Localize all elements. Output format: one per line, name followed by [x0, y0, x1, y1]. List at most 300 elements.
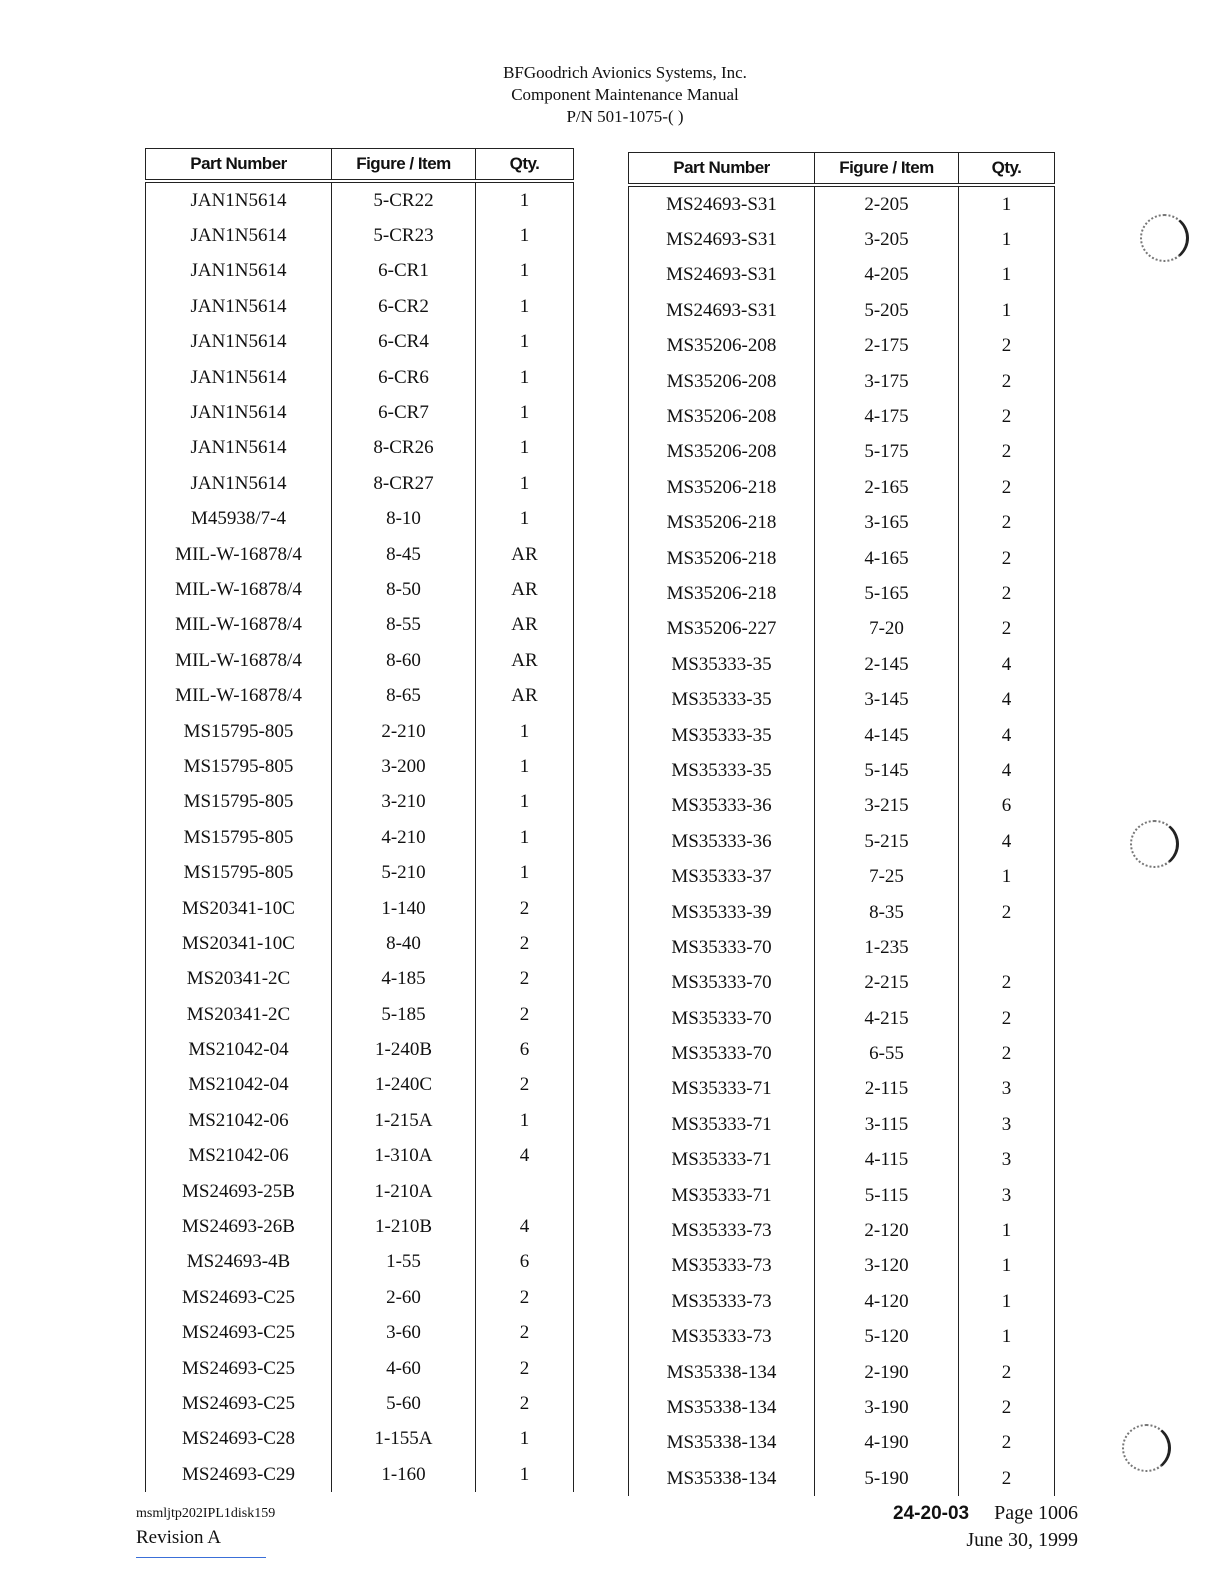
part-number-cell: MS35206-208	[629, 399, 815, 434]
column-header-figure-item: Figure / Item	[332, 149, 476, 182]
table-row	[629, 399, 1055, 434]
part-number-cell: MS35206-208	[629, 329, 815, 364]
figure-item-cell: 4-115	[815, 1143, 959, 1178]
part-number-cell: JAN1N5614	[146, 325, 332, 360]
qty-cell: 2	[476, 1351, 574, 1386]
qty-cell: 2	[959, 895, 1055, 930]
part-number-cell: MS35333-71	[629, 1107, 815, 1142]
qty-cell: 1	[476, 395, 574, 430]
figure-item-cell: 2-190	[815, 1355, 959, 1390]
qty-cell: 2	[959, 966, 1055, 1001]
part-number-cell: MS35333-35	[629, 682, 815, 717]
part-number-cell: MS35333-70	[629, 1036, 815, 1071]
figure-item-cell: 1-55	[332, 1245, 476, 1280]
table-row	[146, 431, 574, 466]
qty-cell: 4	[959, 718, 1055, 753]
qty-cell: 1	[476, 218, 574, 253]
figure-item-cell: 4-190	[815, 1426, 959, 1461]
figure-item-cell: 3-115	[815, 1107, 959, 1142]
part-number-cell: MS35206-218	[629, 506, 815, 541]
table-row	[629, 682, 1055, 717]
qty-cell: 2	[476, 962, 574, 997]
part-number-cell: JAN1N5614	[146, 431, 332, 466]
part-number-cell: MS35333-70	[629, 966, 815, 1001]
table-row	[629, 435, 1055, 470]
qty-cell: 1	[476, 785, 574, 820]
part-number-cell: MS24693-S31	[629, 293, 815, 328]
figure-item-cell: 1-240C	[332, 1068, 476, 1103]
figure-item-cell: 6-CR2	[332, 289, 476, 324]
qty-cell: 3	[959, 1072, 1055, 1107]
part-number-cell: MIL-W-16878/4	[146, 572, 332, 607]
part-number-cell: MS15795-805	[146, 855, 332, 890]
figure-item-cell: 2-145	[815, 647, 959, 682]
document-header	[0, 62, 1224, 128]
qty-cell: 2	[959, 470, 1055, 505]
part-number-cell: MS35206-227	[629, 612, 815, 647]
qty-cell: 1	[476, 181, 574, 218]
figure-item-cell: 1-215A	[332, 1103, 476, 1138]
table-row	[146, 1174, 574, 1209]
table-row	[629, 1284, 1055, 1319]
qty-cell: 1	[959, 258, 1055, 293]
figure-item-cell: 8-CR26	[332, 431, 476, 466]
figure-item-cell: 1-160	[332, 1457, 476, 1492]
part-number-cell: JAN1N5614	[146, 218, 332, 253]
figure-item-cell: 8-45	[332, 537, 476, 572]
figure-item-cell: 4-165	[815, 541, 959, 576]
table-row	[629, 222, 1055, 257]
file-name: msmljtp202IPL1disk159	[136, 1506, 276, 1521]
table-row	[146, 1103, 574, 1138]
qty-cell: 1	[476, 466, 574, 501]
part-number-cell: MS35206-218	[629, 576, 815, 611]
table-row	[146, 1209, 574, 1244]
figure-item-cell: 6-CR7	[332, 395, 476, 430]
figure-item-cell: 2-175	[815, 329, 959, 364]
part-number-cell: MS24693-C25	[146, 1386, 332, 1421]
qty-cell: 1	[476, 1457, 574, 1492]
qty-cell: AR	[476, 678, 574, 713]
part-number-cell: MS24693-C25	[146, 1280, 332, 1315]
part-number-title: P/N 501-1075-( )	[566, 107, 684, 126]
column-header-figure-item: Figure / Item	[815, 153, 959, 186]
figure-item-cell: 3-215	[815, 789, 959, 824]
table-row	[629, 1320, 1055, 1355]
qty-cell: 2	[959, 329, 1055, 364]
table-row	[146, 855, 574, 890]
part-number-cell: MS35338-134	[629, 1426, 815, 1461]
qty-cell: 2	[476, 997, 574, 1032]
part-number-cell: MS35206-218	[629, 470, 815, 505]
table-row	[629, 506, 1055, 541]
table-row	[629, 1178, 1055, 1213]
figure-item-cell: 7-25	[815, 859, 959, 894]
part-number-cell: JAN1N5614	[146, 395, 332, 430]
table-row	[629, 1001, 1055, 1036]
part-number-cell: MS21042-04	[146, 1032, 332, 1067]
table-row	[629, 647, 1055, 682]
part-number-cell: MS24693-C25	[146, 1351, 332, 1386]
part-number-cell: MS35338-134	[629, 1461, 815, 1496]
figure-item-cell: 4-145	[815, 718, 959, 753]
qty-cell: 2	[959, 399, 1055, 434]
qty-cell: AR	[476, 572, 574, 607]
binder-hole-icon	[1122, 1424, 1171, 1472]
qty-cell: 1	[959, 1284, 1055, 1319]
qty-cell: 1	[476, 749, 574, 784]
part-number-cell: MS35333-36	[629, 789, 815, 824]
part-number-cell: MIL-W-16878/4	[146, 643, 332, 678]
part-number-cell: MS15795-805	[146, 714, 332, 749]
qty-cell: 2	[959, 364, 1055, 399]
part-number-cell: MS24693-C29	[146, 1457, 332, 1492]
table-row	[629, 1461, 1055, 1496]
qty-cell: 2	[959, 1001, 1055, 1036]
figure-item-cell: 5-210	[332, 855, 476, 890]
table-row	[146, 1422, 574, 1457]
table-row	[629, 966, 1055, 1001]
binder-hole-icon	[1130, 820, 1179, 868]
table-row	[629, 364, 1055, 399]
table-row	[629, 895, 1055, 930]
table-row	[629, 789, 1055, 824]
figure-item-cell: 4-120	[815, 1284, 959, 1319]
table-row	[146, 962, 574, 997]
table-row	[146, 289, 574, 324]
figure-item-cell: 1-310A	[332, 1139, 476, 1174]
figure-item-cell: 1-140	[332, 891, 476, 926]
part-number-cell: MS35333-35	[629, 753, 815, 788]
part-number-cell: MS35206-208	[629, 364, 815, 399]
figure-item-cell: 5-115	[815, 1178, 959, 1213]
table-row	[146, 395, 574, 430]
qty-cell: 2	[959, 1355, 1055, 1390]
table-row	[146, 1457, 574, 1492]
qty-cell: 2	[476, 1280, 574, 1315]
qty-cell: 3	[959, 1107, 1055, 1142]
qty-cell: 1	[476, 502, 574, 537]
footer-right	[893, 1500, 1078, 1553]
column-header-part-number: Part Number	[629, 153, 815, 186]
qty-cell: 1	[476, 820, 574, 855]
table-row	[629, 329, 1055, 364]
table-row	[146, 466, 574, 501]
qty-cell: 1	[476, 431, 574, 466]
table-row	[146, 360, 574, 395]
part-number-cell: MIL-W-16878/4	[146, 537, 332, 572]
qty-cell: 1	[476, 360, 574, 395]
qty-cell: 2	[959, 541, 1055, 576]
table-row	[146, 820, 574, 855]
qty-cell: AR	[476, 643, 574, 678]
figure-item-cell: 8-65	[332, 678, 476, 713]
part-number-cell: MIL-W-16878/4	[146, 678, 332, 713]
qty-cell: 3	[959, 1143, 1055, 1178]
figure-item-cell: 3-200	[332, 749, 476, 784]
company-name: BFGoodrich Avionics Systems, Inc.	[503, 63, 747, 82]
qty-cell: 2	[959, 1461, 1055, 1496]
table-row	[146, 1245, 574, 1280]
table-row	[629, 1072, 1055, 1107]
part-number-cell: MS21042-04	[146, 1068, 332, 1103]
part-number-cell: MS35206-208	[629, 435, 815, 470]
figure-item-cell: 5-60	[332, 1386, 476, 1421]
table-row	[146, 997, 574, 1032]
figure-item-cell: 8-50	[332, 572, 476, 607]
figure-item-cell: 2-60	[332, 1280, 476, 1315]
table-row	[146, 1316, 574, 1351]
parts-table-right	[628, 152, 1055, 1496]
revision-date: June 30, 1999	[966, 1529, 1078, 1551]
part-number-cell: MS24693-S31	[629, 222, 815, 257]
figure-item-cell: 4-60	[332, 1351, 476, 1386]
table-row	[629, 824, 1055, 859]
table-row	[146, 502, 574, 537]
part-number-cell: MS35333-73	[629, 1213, 815, 1248]
table-row	[146, 325, 574, 360]
figure-item-cell: 2-115	[815, 1072, 959, 1107]
figure-item-cell: 5-165	[815, 576, 959, 611]
figure-item-cell: 3-145	[815, 682, 959, 717]
qty-cell: 1	[959, 1249, 1055, 1284]
part-number-cell: JAN1N5614	[146, 289, 332, 324]
qty-cell: 2	[959, 435, 1055, 470]
figure-item-cell: 8-60	[332, 643, 476, 678]
part-number-cell: MS35333-71	[629, 1143, 815, 1178]
table-row	[146, 785, 574, 820]
figure-item-cell: 4-215	[815, 1001, 959, 1036]
part-number-cell: MS15795-805	[146, 785, 332, 820]
table-row	[146, 1280, 574, 1315]
figure-item-cell: 8-40	[332, 926, 476, 961]
qty-cell: 2	[959, 1426, 1055, 1461]
table-row	[146, 1032, 574, 1067]
part-number-cell: MIL-W-16878/4	[146, 608, 332, 643]
part-number-cell: MS35206-218	[629, 541, 815, 576]
figure-item-cell: 1-155A	[332, 1422, 476, 1457]
footer-link-underline	[136, 1557, 266, 1558]
page-number: Page 1006	[994, 1502, 1078, 1524]
qty-cell: 2	[476, 926, 574, 961]
figure-item-cell: 6-CR1	[332, 254, 476, 289]
part-number-cell: MS35333-35	[629, 647, 815, 682]
qty-cell: AR	[476, 537, 574, 572]
qty-cell: 2	[959, 1390, 1055, 1425]
figure-item-cell: 2-205	[815, 185, 959, 222]
table-header-row	[629, 153, 1055, 186]
part-number-cell: MS21042-06	[146, 1103, 332, 1138]
figure-item-cell: 8-CR27	[332, 466, 476, 501]
figure-item-cell: 3-190	[815, 1390, 959, 1425]
binder-hole-icon	[1140, 214, 1189, 262]
column-header-part-number: Part Number	[146, 149, 332, 182]
qty-cell: 4	[959, 682, 1055, 717]
qty-cell: 6	[476, 1032, 574, 1067]
figure-item-cell: 5-190	[815, 1461, 959, 1496]
figure-item-cell: 4-185	[332, 962, 476, 997]
part-number-cell: MS35333-71	[629, 1072, 815, 1107]
figure-item-cell: 2-215	[815, 966, 959, 1001]
part-number-cell: MS24693-26B	[146, 1209, 332, 1244]
table-row	[146, 891, 574, 926]
part-number-cell: MS35333-36	[629, 824, 815, 859]
table-row	[629, 1036, 1055, 1071]
part-number-cell: MS15795-805	[146, 749, 332, 784]
table-row	[146, 643, 574, 678]
table-row	[146, 218, 574, 253]
column-header-qty: Qty.	[959, 153, 1055, 186]
footer-left	[136, 1505, 275, 1547]
figure-item-cell: 3-175	[815, 364, 959, 399]
part-number-cell: JAN1N5614	[146, 181, 332, 218]
figure-item-cell: 1-240B	[332, 1032, 476, 1067]
part-number-cell: MS20341-10C	[146, 926, 332, 961]
part-number-cell: JAN1N5614	[146, 466, 332, 501]
figure-item-cell: 1-210A	[332, 1174, 476, 1209]
revision: Revision A	[136, 1527, 221, 1548]
qty-cell: 6	[476, 1245, 574, 1280]
qty-cell: 6	[959, 789, 1055, 824]
table-row	[146, 714, 574, 749]
table-row	[629, 753, 1055, 788]
figure-item-cell: 3-210	[332, 785, 476, 820]
table-row	[629, 576, 1055, 611]
qty-cell: AR	[476, 608, 574, 643]
qty-cell: 2	[959, 1036, 1055, 1071]
document-code: 24-20-03	[893, 1503, 970, 1524]
qty-cell: 4	[476, 1139, 574, 1174]
table-row	[146, 572, 574, 607]
figure-item-cell: 3-60	[332, 1316, 476, 1351]
part-number-cell: MS24693-S31	[629, 185, 815, 222]
qty-cell: 1	[476, 254, 574, 289]
table-row	[629, 185, 1055, 222]
table-header-row	[146, 149, 574, 182]
table-row	[146, 1386, 574, 1421]
figure-item-cell: 4-210	[332, 820, 476, 855]
figure-item-cell: 5-145	[815, 753, 959, 788]
part-number-cell: MS24693-S31	[629, 258, 815, 293]
qty-cell: 1	[476, 855, 574, 890]
figure-item-cell: 4-205	[815, 258, 959, 293]
part-number-cell: MS35338-134	[629, 1390, 815, 1425]
table-row	[629, 612, 1055, 647]
table-row	[146, 1068, 574, 1103]
qty-cell	[959, 930, 1055, 965]
part-number-cell: MS24693-4B	[146, 1245, 332, 1280]
qty-cell: 4	[959, 824, 1055, 859]
qty-cell: 1	[476, 289, 574, 324]
figure-item-cell: 5-CR23	[332, 218, 476, 253]
part-number-cell: JAN1N5614	[146, 360, 332, 395]
figure-item-cell: 8-55	[332, 608, 476, 643]
part-number-cell: MS20341-2C	[146, 997, 332, 1032]
figure-item-cell: 7-20	[815, 612, 959, 647]
qty-cell: 1	[959, 185, 1055, 222]
table-row	[629, 1426, 1055, 1461]
part-number-cell: MS35333-70	[629, 1001, 815, 1036]
figure-item-cell: 3-120	[815, 1249, 959, 1284]
qty-cell: 2	[476, 1068, 574, 1103]
part-number-cell: JAN1N5614	[146, 254, 332, 289]
qty-cell: 1	[959, 222, 1055, 257]
table-row	[629, 470, 1055, 505]
qty-cell: 1	[959, 1213, 1055, 1248]
figure-item-cell: 1-210B	[332, 1209, 476, 1244]
qty-cell: 1	[959, 1320, 1055, 1355]
table-row	[146, 254, 574, 289]
table-row	[629, 1107, 1055, 1142]
table-row	[146, 608, 574, 643]
part-number-cell: MS20341-2C	[146, 962, 332, 997]
table-row	[146, 1139, 574, 1174]
part-number-cell: MS35333-39	[629, 895, 815, 930]
part-number-cell: MS35333-73	[629, 1320, 815, 1355]
part-number-cell: M45938/7-4	[146, 502, 332, 537]
figure-item-cell: 6-55	[815, 1036, 959, 1071]
parts-table-left	[145, 148, 574, 1492]
figure-item-cell: 8-10	[332, 502, 476, 537]
table-row	[629, 859, 1055, 894]
figure-item-cell: 5-205	[815, 293, 959, 328]
table-row	[629, 1355, 1055, 1390]
figure-item-cell: 2-210	[332, 714, 476, 749]
figure-item-cell: 5-175	[815, 435, 959, 470]
table-row	[629, 541, 1055, 576]
table-row	[629, 718, 1055, 753]
part-number-cell: MS35333-70	[629, 930, 815, 965]
table-row	[629, 1143, 1055, 1178]
qty-cell: 1	[476, 1103, 574, 1138]
qty-cell: 2	[476, 891, 574, 926]
qty-cell: 3	[959, 1178, 1055, 1213]
part-number-cell: MS21042-06	[146, 1139, 332, 1174]
figure-item-cell: 5-215	[815, 824, 959, 859]
part-number-cell: MS35333-35	[629, 718, 815, 753]
part-number-cell: MS35333-37	[629, 859, 815, 894]
figure-item-cell: 5-120	[815, 1320, 959, 1355]
qty-cell: 2	[959, 576, 1055, 611]
qty-cell: 1	[959, 859, 1055, 894]
part-number-cell: MS24693-C28	[146, 1422, 332, 1457]
qty-cell: 2	[959, 506, 1055, 541]
qty-cell: 1	[476, 714, 574, 749]
table-row	[146, 678, 574, 713]
manual-title: Component Maintenance Manual	[511, 85, 739, 104]
table-row	[629, 1213, 1055, 1248]
qty-cell	[476, 1174, 574, 1209]
qty-cell: 1	[959, 293, 1055, 328]
part-number-cell: MS20341-10C	[146, 891, 332, 926]
figure-item-cell: 6-CR6	[332, 360, 476, 395]
figure-item-cell: 5-185	[332, 997, 476, 1032]
table-row	[146, 926, 574, 961]
figure-item-cell: 2-165	[815, 470, 959, 505]
table-row	[629, 258, 1055, 293]
table-row	[629, 1249, 1055, 1284]
part-number-cell: MS35333-73	[629, 1284, 815, 1319]
qty-cell: 1	[476, 325, 574, 360]
table-row	[146, 537, 574, 572]
qty-cell: 4	[959, 753, 1055, 788]
part-number-cell: MS24693-25B	[146, 1174, 332, 1209]
column-header-qty: Qty.	[476, 149, 574, 182]
qty-cell: 4	[476, 1209, 574, 1244]
qty-cell: 2	[476, 1316, 574, 1351]
qty-cell: 1	[476, 1422, 574, 1457]
figure-item-cell: 1-235	[815, 930, 959, 965]
